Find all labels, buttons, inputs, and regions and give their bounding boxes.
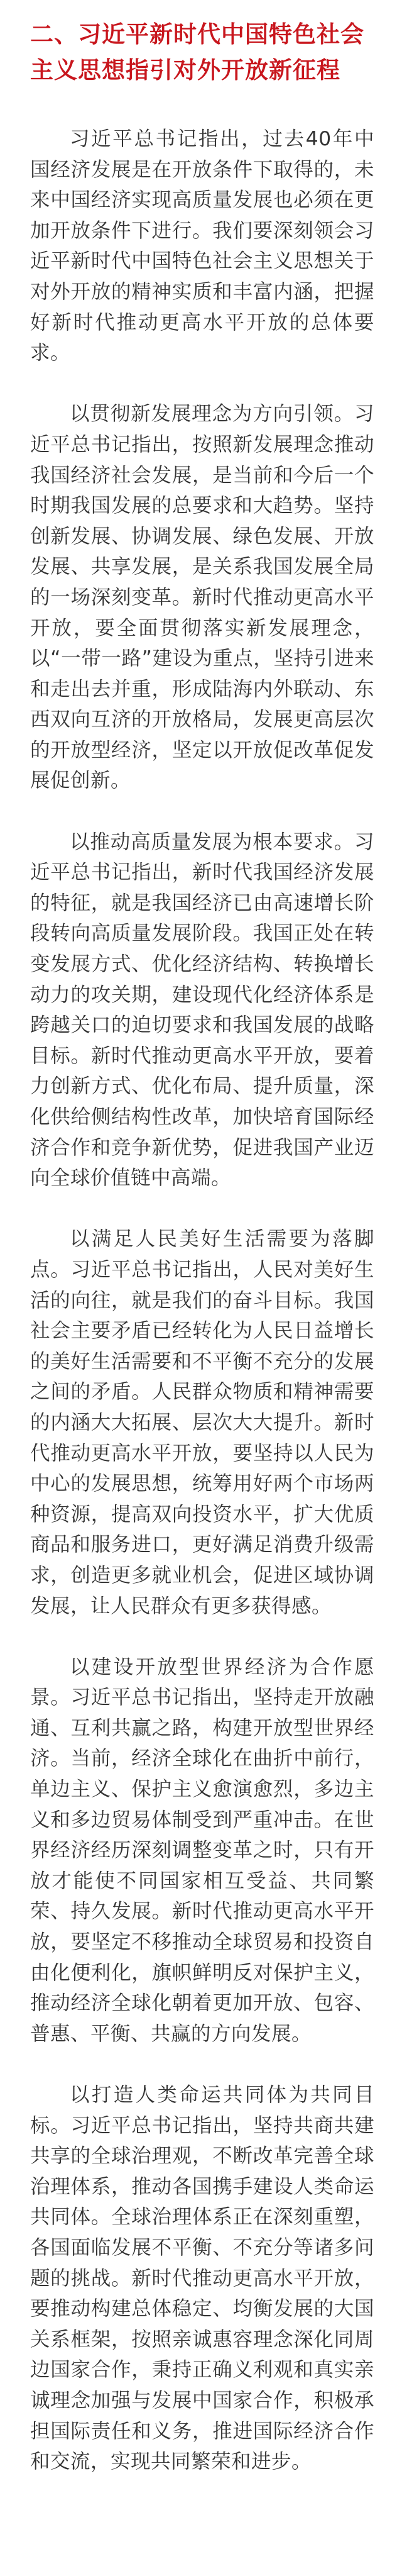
- paragraph-high-quality-development: 以推动高质量发展为根本要求。习近平总书记指出，新时代我国经济发展的特征，就是我国经济已由高速增长阶段转向高质量发展阶段。我国正处在转变发展方式、优化经济结构、转换增长动力的攻关期，建设现代化经济体系是跨越关口的迫切要求和我国发展的战略目标。新时代推动更高水平开放，要着力创新方式、优化布局、提升质量，深化供给侧结构性改革，加快培育国际经济合作和竞争新优势，促进我国产业迈向全球价值链中高端。: [30, 830, 374, 1190]
- section-heading: 二、习近平新时代中国特色社会主义思想指引对外开放新征程: [30, 21, 364, 84]
- paragraph-better-life: 以满足人民美好生活需要为落脚点。习近平总书记指出，人民对美好生活的向往，就是我们的奋斗目标。我国社会主要矛盾已经转化为人民日益增长的美好生活需要和不平衡不充分的发展之间的矛盾。人民群众物质和精神需要的内涵大大拓展、层次大大提升。新时代推动更高水平开放，要坚持以人民为中心的发展思想，统筹用好两个市场两种资源，提高双向投资水平，扩大优质商品和服务进口，更好满足消费升级需求，创造更多就业机会，促进区域协调发展，让人民群众有更多获得感。: [30, 1228, 374, 1618]
- paragraph-open-world-economy: 以建设开放型世界经济为合作愿景。习近平总书记指出，坚持走开放融通、互利共赢之路，构建开放型世界经济。当前，经济全球化在曲折中前行，单边主义、保护主义愈演愈烈，多边主义和多边贸易体制受到严重冲击。在世界经济经历深刻调整变革之时，只有开放才能使不同国家相互受益、共同繁荣、持久发展。新时代推动更高水平开放，要坚定不移推动全球贸易和投资自由化便利化，旗帜鲜明反对保护主义，推动经济全球化朝着更加开放、包容、普惠、平衡、共赢的方向发展。: [30, 1655, 374, 2045]
- paragraph-shared-future: 以打造人类命运共同体为共同目标。习近平总书记指出，坚持共商共建共享的全球治理观，不断改革完善全球治理体系，推动各国携手建设人类命运共同体。全球治理体系正在深刻重塑，各国面临发展不平衡、不充分等诸多问题的挑战。新时代推动更高水平开放，要推动构建总体稳定、均衡发展的大国关系框架，按照亲诚惠容理念深化同周边国家合作，秉持正确义利观和真实亲诚理念加强与发展中国家合作，积极承担国际责任和义务，推进国际经济合作和交流，实现共同繁荣和进步。: [30, 2084, 374, 2473]
- paragraph-intro: 习近平总书记指出，过去40年中国经济发展是在开放条件下取得的，未来中国经济实现高质量发展也必须在更加开放条件下进行。我们要深刻领会习近平新时代中国特色社会主义思想关于对外开放的精神实质和丰富内涵，把握好新时代推动更高水平开放的总体要求。: [30, 128, 374, 365]
- paragraph-new-development-concept: 以贯彻新发展理念为方向引领。习近平总书记指出，按照新发展理念推动我国经济社会发展，是当前和今后一个时期我国发展的总要求和大趋势。坚持创新发展、协调发展、绿色发展、开放发展、共享发展，是关系我国发展全局的一场深刻变革。新时代推动更高水平开放，要全面贯彻落实新发展理念，以“一带一路”建设为重点，坚持引进来和走出去并重，形成陆海内外联动、东西双向互济的开放格局，发展更高层次的开放型经济，坚定以开放促改革促发展促创新。: [30, 402, 374, 792]
